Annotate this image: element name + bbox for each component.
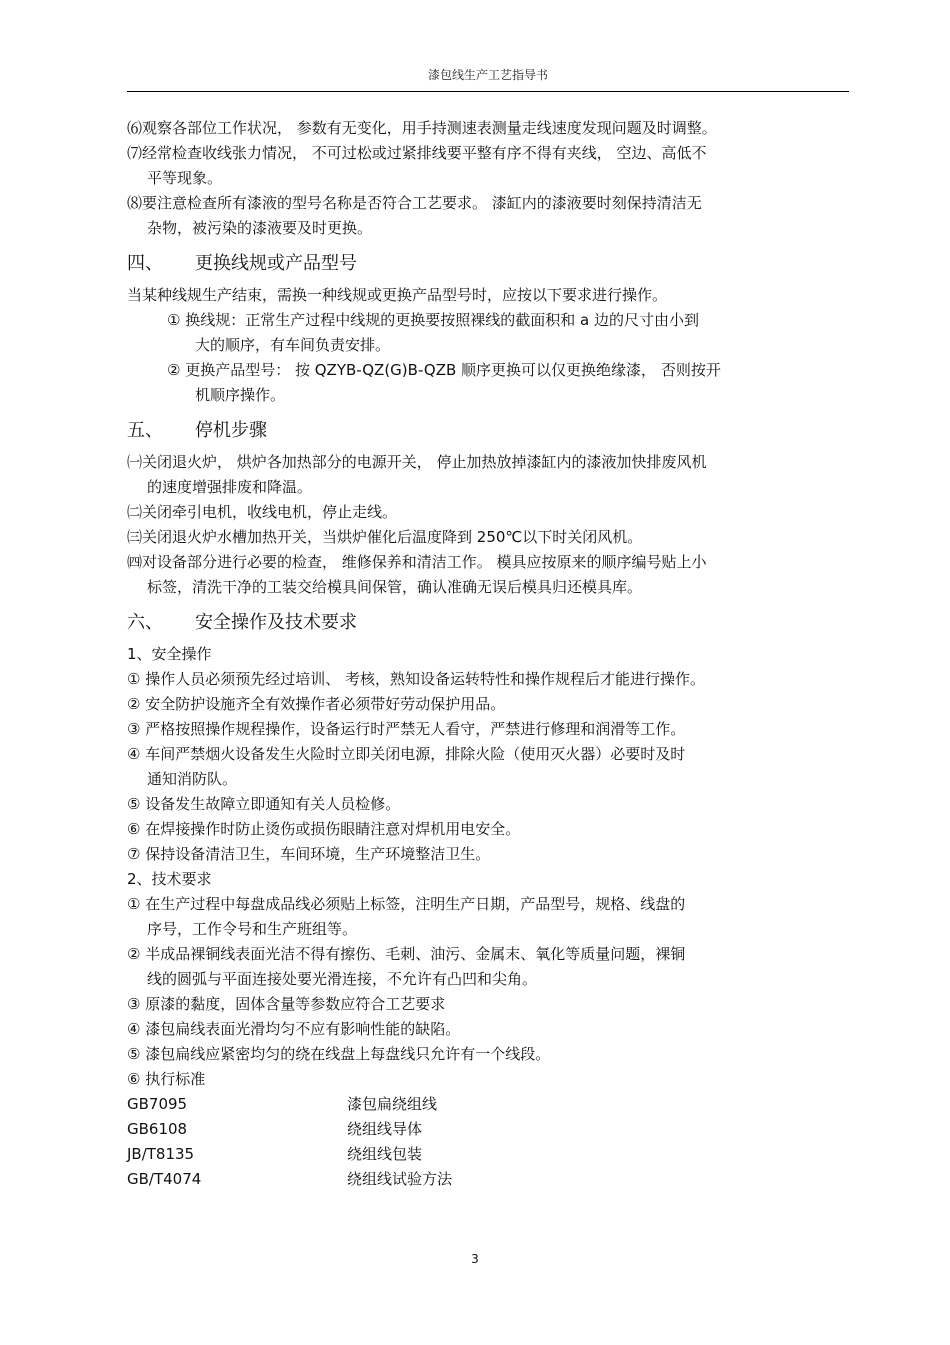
page-header: 漆包线生产工艺指导书: [427, 68, 548, 82]
section-heading-4: [127, 249, 849, 279]
list-item: ① 换线规：正常生产过程中线规的更换要按照裸线的截面积和 a 边的尺寸由小到: [167, 311, 699, 329]
list-item: 标签，清洗干净的工装交给模具间保管，确认准确无误后模具归还模具库。: [147, 578, 643, 596]
standard-name: 绕组线试验方法: [347, 1170, 453, 1188]
list-item: ① 操作人员必须预先经过培训、 考核，熟知设备运转特性和操作规程后才能进行操作。: [127, 670, 705, 688]
list-item: ⑦ 保持设备清洁卫生，车间环境，生产环境整洁卫生。: [127, 845, 491, 863]
list-item: ① 在生产过程中每盘成品线必须贴上标签，注明生产日期，产品型号，规格、线盘的: [127, 895, 686, 913]
paragraph: 杂物，被污染的漆液要及时更换。: [147, 219, 373, 237]
header-divider: [127, 91, 849, 92]
list-item: ② 更换产品型号： 按 QZYB-QZ(G)B-QZB 顺序更换可以仅更换绝缘漆， 否则按开: [167, 361, 721, 379]
list-item: ③ 严格按照操作规程操作，设备运行时严禁无人看守，严禁进行修理和润滑等工作。: [127, 720, 686, 738]
document-body: [127, 116, 849, 1192]
list-item: ③ 原漆的黏度，固体含量等参数应符合工艺要求: [127, 995, 446, 1013]
list-item: ㈡关闭牵引电机，收线电机，停止走线。: [127, 503, 398, 521]
section-title: 停机步骤: [195, 420, 267, 441]
standard-code: JB/T8135: [127, 1145, 195, 1163]
list-item: ㈢关闭退火炉水槽加热开关，当烘炉催化后温度降到 250℃以下时关闭风机。: [127, 528, 643, 546]
list-item: ④ 车间严禁烟火设备发生火险时立即关闭电源，排除火险（使用灭火器）必要时及时: [127, 745, 686, 763]
section-title: 更换线规或产品型号: [195, 253, 357, 274]
list-item: ㈠关闭退火炉， 烘炉各加热部分的电源开关， 停止加热放掉漆缸内的漆液加快排废风机: [127, 453, 707, 471]
standard-row: [127, 1142, 849, 1167]
section-title: 安全操作及技术要求: [195, 612, 357, 633]
section-number: 六、: [127, 612, 163, 633]
list-item: ⑥ 在焊接操作时防止烫伤或损伤眼睛注意对焊机用电安全。: [127, 820, 521, 838]
standard-row: [127, 1117, 849, 1142]
paragraph: ⑻要注意检查所有漆液的型号名称是否符合工艺要求。 漆缸内的漆液要时刻保持清洁无: [127, 194, 702, 212]
list-item: ⑤ 设备发生故障立即通知有关人员检修。: [127, 795, 401, 813]
list-item: ㈣对设备部分进行必要的检查， 维修保养和清洁工作。 模具应按原来的顺序编号贴上小: [127, 553, 707, 571]
list-item: 机顺序操作。: [195, 386, 286, 404]
list-item: ⑤ 漆包扁线应紧密均匀的绕在线盘上每盘线只允许有一个线段。: [127, 1045, 551, 1063]
list-item: 序号，工作令号和生产班组等。: [147, 920, 358, 938]
standard-row: [127, 1167, 849, 1192]
list-item: ⑥ 执行标准: [127, 1070, 206, 1088]
standard-code: GB/T4074: [127, 1170, 202, 1188]
list-item: 线的圆弧与平面连接处要光滑连接，不允许有凸凹和尖角。: [147, 970, 538, 988]
list-item: ④ 漆包扁线表面光滑均匀不应有影响性能的缺陷。: [127, 1020, 461, 1038]
standard-name: 漆包扁绕组线: [347, 1095, 438, 1113]
paragraph: 当某种线规生产结束，需换一种线规或更换产品型号时，应按以下要求进行操作。: [127, 286, 668, 304]
subsection-title: 1、安全操作: [127, 645, 212, 663]
standard-name: 绕组线导体: [347, 1120, 423, 1138]
list-item: 的速度增强排废和降温。: [147, 478, 313, 496]
list-item: ② 半成品裸铜线表面光洁不得有擦伤、毛刺、油污、金属末、氧化等质量问题，裸铜: [127, 945, 686, 963]
list-item: 通知消防队。: [147, 770, 238, 788]
section-number: 四、: [127, 253, 163, 274]
standard-code: GB6108: [127, 1120, 188, 1138]
page-number: 3: [471, 1252, 479, 1266]
section-heading-5: [127, 416, 849, 446]
subsection-title: 2、技术要求: [127, 870, 212, 888]
paragraph: ⑺经常检查收线张力情况， 不可过松或过紧排线要平整有序不得有夹线， 空边、高低不: [127, 144, 707, 162]
paragraph: 平等现象。: [147, 169, 223, 187]
standard-name: 绕组线包装: [347, 1145, 423, 1163]
standard-row: [127, 1092, 849, 1117]
list-item: ② 安全防护设施齐全有效操作者必须带好劳动保护用品。: [127, 695, 506, 713]
list-item: 大的顺序，有车间负责安排。: [195, 336, 391, 354]
standard-code: GB7095: [127, 1095, 188, 1113]
paragraph: ⑹观察各部位工作状况， 参数有无变化，用手持测速表测量走线速度发现问题及时调整。: [127, 119, 717, 137]
section-number: 五、: [127, 420, 163, 441]
section-heading-6: [127, 608, 849, 638]
